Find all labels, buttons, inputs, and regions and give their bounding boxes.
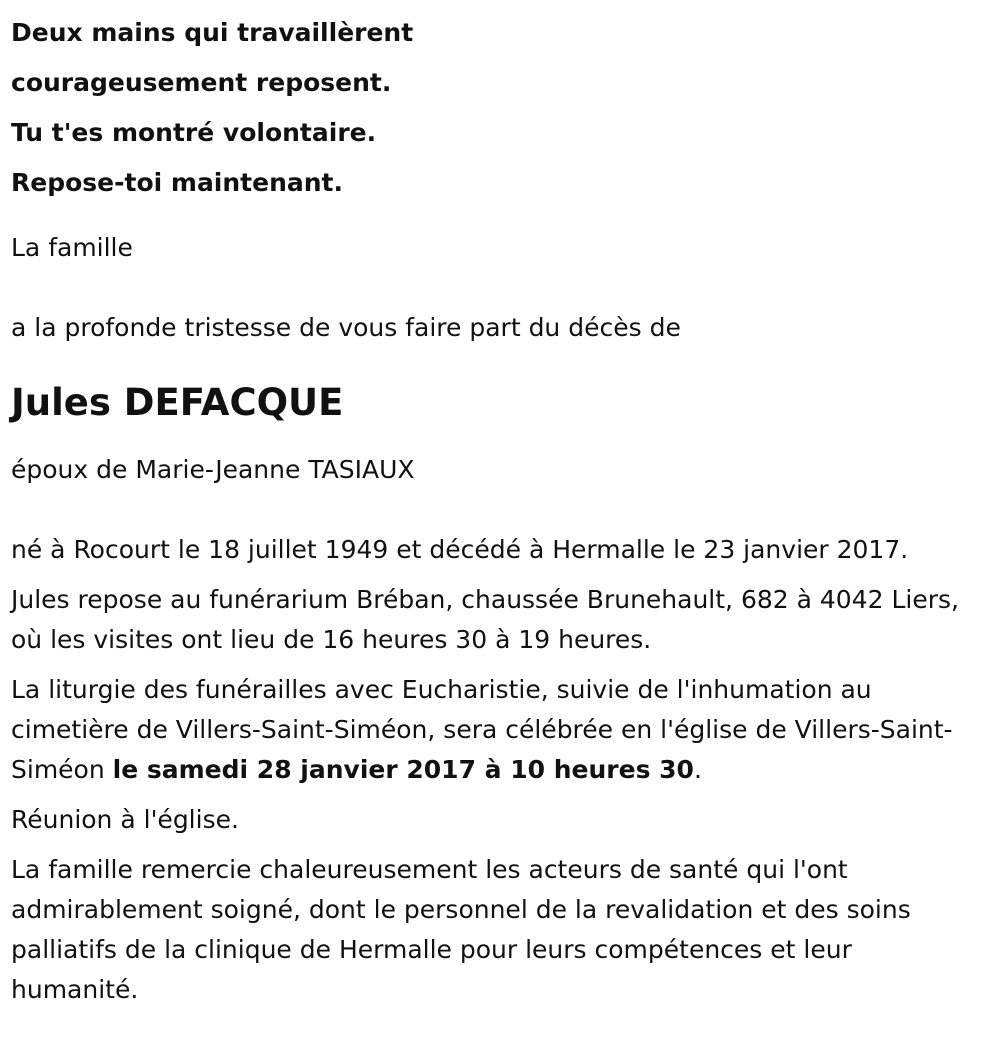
thanks-paragraph: La famille remercie chaleureusement les acteurs de santé qui l'ont admirablement soigné, dont le personnel de la revalidation et des soins palliatifs de la clinique de Hermalle pour leurs compétences et leur humanité.	[11, 855, 911, 1004]
meeting-line: Réunion à l'église.	[11, 805, 239, 834]
poem	[11, 8, 986, 208]
poem-line: Repose-toi maintenant.	[11, 168, 343, 197]
poem-line: Tu t'es montré volontaire.	[11, 118, 377, 147]
liturgy-end: .	[693, 755, 702, 784]
deceased-name: Jules DEFACQUE	[11, 381, 344, 424]
family-label: La famille	[11, 233, 133, 262]
birth-death-line: né à Rocourt le 18 juillet 1949 et décédé à Hermalle le 23 janvier 2017.	[11, 535, 909, 564]
announcement-intro: a la profonde tristesse de vous faire part du décès de	[11, 313, 681, 342]
spouse-line: époux de Marie-Jeanne TASIAUX	[11, 455, 415, 484]
funerarium-paragraph: Jules repose au funérarium Bréban, chaussée Brunehault, 682 à 4042 Liers, où les visites ont lieu de 16 heures 30 à 19 heures.	[11, 585, 959, 654]
obituary-page	[11, 0, 986, 1010]
liturgy-date: le samedi 28 janvier 2017 à 10 heures 30	[112, 755, 694, 784]
liturgy-paragraph	[11, 670, 986, 790]
poem-line: courageusement reposent.	[11, 68, 392, 97]
liturgy-text: La liturgie des funérailles avec Eucharistie, suivie de l'inhumation au cimetière de Villers-Saint-Siméon, sera célébrée en l'église de Villers-Saint-Siméon	[11, 675, 953, 784]
poem-line: Deux mains qui travaillèrent	[11, 18, 414, 47]
